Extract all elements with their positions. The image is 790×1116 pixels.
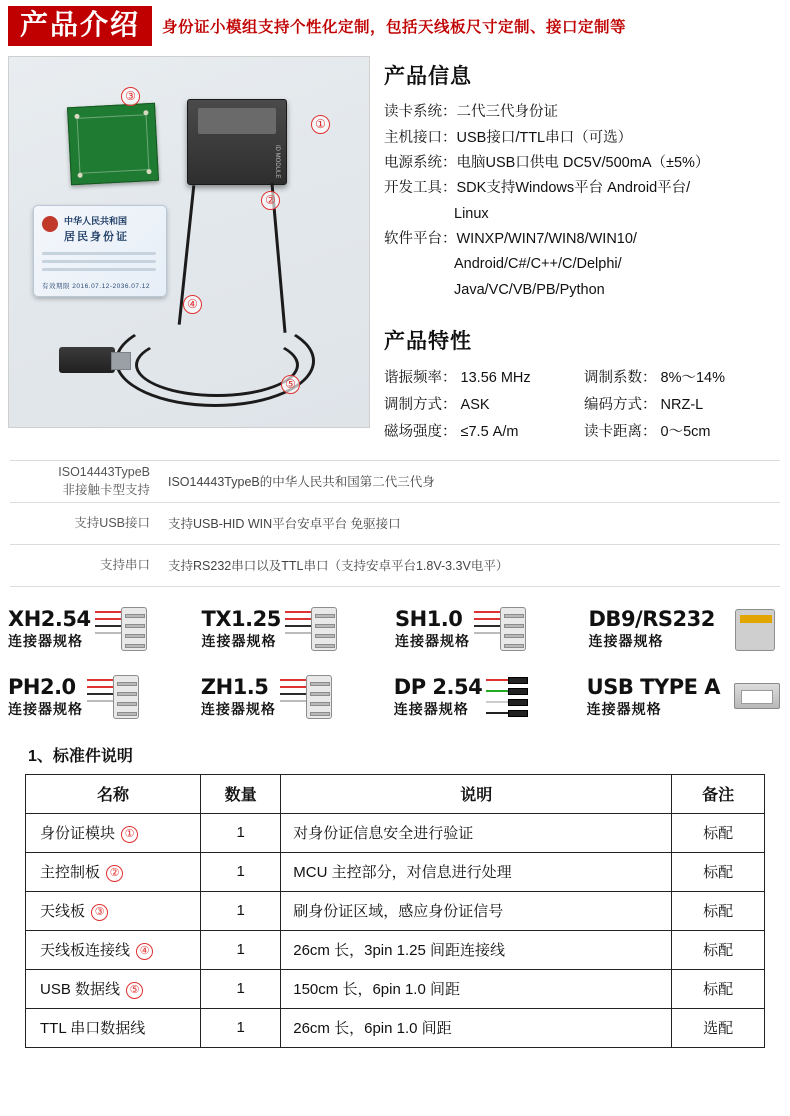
cell-desc: MCU 主控部分，对信息进行处理 xyxy=(281,852,672,891)
connector-sub: 连接器规格 xyxy=(395,633,470,650)
cell-note: 标配 xyxy=(672,891,765,930)
spec-row-dev-tools xyxy=(384,176,782,201)
feature-value: 0～5cm xyxy=(660,423,711,440)
connector-zh15 xyxy=(201,669,394,727)
cell-note: 标配 xyxy=(672,930,765,969)
info-column xyxy=(384,56,782,445)
product-features-title: 产品特性 xyxy=(384,330,472,354)
connector-name: SH1.0 xyxy=(395,607,463,632)
feature-value: ASK xyxy=(460,397,490,413)
spec-value-optional: （可选） xyxy=(574,129,633,146)
cell-name xyxy=(26,930,201,969)
support-desc: 支持USB-HID WIN平台安卓平台 免驱接口 xyxy=(168,517,401,532)
cell-name xyxy=(26,813,201,852)
feature-cell xyxy=(384,419,584,446)
spec-value: 电脑USB口供电 DC5V/500mA（±5%） xyxy=(456,154,710,171)
connector-art-icon xyxy=(95,601,153,659)
spec-row-dev-tools-cont: Linux xyxy=(454,205,489,222)
cell-desc: 150cm 长，6pin 1.0 间距 xyxy=(281,969,672,1008)
idcard-footer: 有效期限 2016.07.12-2036.07.12 xyxy=(42,283,151,291)
cell-qty: 1 xyxy=(200,852,280,891)
connector-sub: 连接器规格 xyxy=(8,633,83,650)
table-row xyxy=(26,813,765,852)
cell-name xyxy=(26,1008,201,1047)
spec-value: WINXP/WIN7/WIN8/WIN10/ xyxy=(456,231,637,248)
standard-parts-table xyxy=(25,774,765,1048)
connector-text xyxy=(202,608,281,651)
cell-desc: 26cm 长，6pin 1.0 间距 xyxy=(281,1008,672,1047)
cell-qty: 1 xyxy=(200,930,280,969)
feature-key: 读卡距离： xyxy=(584,423,657,440)
part-name: USB 数据线 xyxy=(40,981,121,999)
connector-sub: 连接器规格 xyxy=(393,701,469,718)
product-features-table xyxy=(384,365,782,445)
feature-key: 调制系数： xyxy=(584,370,657,387)
connector-gallery xyxy=(8,601,782,727)
connector-text xyxy=(201,676,276,719)
cell-desc: 对身份证信息安全进行验证 xyxy=(281,813,672,852)
connector-ph20 xyxy=(8,669,201,727)
usb-cable-loop-inner xyxy=(135,333,299,397)
page-header xyxy=(0,0,790,56)
connector-name: DP 2.54 xyxy=(393,675,483,700)
spec-value: USB接口/TTL串口 xyxy=(456,129,575,146)
feature-cell xyxy=(584,365,725,392)
product-info-title: 产品信息 xyxy=(384,65,472,89)
connector-row-2 xyxy=(8,669,782,727)
connector-name: TX1.25 xyxy=(201,607,281,632)
connector-sub: 连接器规格 xyxy=(8,701,83,718)
table-row xyxy=(26,1008,765,1047)
feature-row xyxy=(384,419,782,446)
connector-sub: 连接器规格 xyxy=(200,701,276,718)
feature-cell xyxy=(384,365,584,392)
cell-qty: 1 xyxy=(200,813,280,852)
module-label: ID MODULE xyxy=(274,144,280,179)
spec-row-software-cont2: Java/VC/VB/PB/Python xyxy=(454,281,605,298)
idcard-line1: 中华人民共和国 xyxy=(64,216,128,227)
callout-1: ① xyxy=(311,115,330,134)
feature-cell xyxy=(384,392,584,419)
spec-key: 主机接口： xyxy=(384,129,457,146)
callout-2: ② xyxy=(261,191,280,210)
header-subtitle: 身份证小模组支持个性化定制，包括天线板尺寸定制、接口定制等 xyxy=(162,19,627,37)
spec-row-read-system xyxy=(384,100,782,125)
support-row xyxy=(10,503,780,545)
cell-qty: 1 xyxy=(200,1008,280,1047)
support-table xyxy=(10,460,780,587)
callout-3: ③ xyxy=(121,87,140,106)
spec-value: SDK支持Windows平台 Android平台/ xyxy=(456,180,691,197)
cell-note: 标配 xyxy=(672,852,765,891)
connector-art-icon xyxy=(474,601,532,659)
cell-name xyxy=(26,969,201,1008)
connector-db9-rs232 xyxy=(589,601,783,659)
cell-qty: 1 xyxy=(200,891,280,930)
table-row xyxy=(26,852,765,891)
connector-text xyxy=(8,676,83,719)
page-title: 产品介绍 xyxy=(8,6,152,46)
support-row xyxy=(10,545,780,587)
feature-key: 磁场强度： xyxy=(384,423,457,440)
spec-key: 软件平台： xyxy=(384,231,457,248)
part-name: 主控制板 xyxy=(40,864,101,882)
header-qty: 数量 xyxy=(200,774,280,813)
feature-key: 调制方式： xyxy=(384,397,457,413)
feature-value: 13.56 MHz xyxy=(460,370,531,387)
product-photo xyxy=(8,56,370,428)
antenna-board xyxy=(67,103,159,185)
connector-art-icon xyxy=(280,669,338,727)
part-name: TTL 串口数据线 xyxy=(40,1020,146,1038)
connector-name: PH2.0 xyxy=(8,675,76,700)
connector-name: ZH1.5 xyxy=(200,675,269,700)
support-label xyxy=(10,556,162,574)
spec-key: 开发工具： xyxy=(384,180,457,197)
connector-tx125 xyxy=(202,601,396,659)
cell-note: 标配 xyxy=(672,969,765,1008)
part-mark: ⑤ xyxy=(126,982,143,999)
support-label-line2: 非接触卡型支持 xyxy=(62,483,150,498)
feature-cell xyxy=(584,419,711,446)
header-note: 备注 xyxy=(672,774,765,813)
callout-5: ⑤ xyxy=(281,375,300,394)
connector-art-icon xyxy=(486,669,544,727)
connector-dp254 xyxy=(394,669,587,727)
spec-value: 二代三代身份证 xyxy=(456,104,558,121)
usb-plug xyxy=(59,347,115,373)
table-row xyxy=(26,969,765,1008)
connector-sub: 连接器规格 xyxy=(586,701,662,718)
connector-art-icon xyxy=(87,669,145,727)
part-mark: ③ xyxy=(91,904,108,921)
callout-4: ④ xyxy=(183,295,202,314)
part-name: 身份证模块 xyxy=(40,825,116,843)
module-shield xyxy=(198,108,276,134)
cell-note: 选配 xyxy=(672,1008,765,1047)
connector-usb-type-a xyxy=(587,669,782,727)
part-mark: ④ xyxy=(136,943,153,960)
id-card-sample xyxy=(33,205,167,297)
connector-name: DB9/RS232 xyxy=(588,607,715,632)
connector-text xyxy=(395,608,470,651)
connector-name: XH2.54 xyxy=(8,607,91,632)
support-row xyxy=(10,461,780,503)
part-name: 天线板连接线 xyxy=(40,942,131,960)
support-label xyxy=(10,463,162,499)
connector-art-icon xyxy=(285,601,343,659)
spec-key: 电源系统： xyxy=(384,154,457,171)
spec-key: 读卡系统： xyxy=(384,104,457,121)
connector-row-1 xyxy=(8,601,782,659)
standard-parts-title: 1、标准件说明 xyxy=(28,747,133,765)
cell-note: 标配 xyxy=(672,813,765,852)
table-row xyxy=(26,930,765,969)
national-emblem-icon xyxy=(42,216,58,232)
feature-value: 8%～14% xyxy=(660,370,726,387)
connector-name: USB TYPE A xyxy=(586,675,720,700)
connector-art-icon xyxy=(719,601,777,659)
header-name: 名称 xyxy=(26,774,201,813)
spec-row-host-interface xyxy=(384,126,782,151)
support-label xyxy=(10,514,162,532)
feature-row xyxy=(384,365,782,392)
support-desc: 支持RS232串口以及TTL串口（支持安卓平台1.8V-3.3V电平） xyxy=(168,559,509,574)
spec-row-software-cont1: Android/C#/C++/C/Delphi/ xyxy=(454,256,622,273)
idcard-text-lines xyxy=(42,252,156,276)
connector-sub: 连接器规格 xyxy=(201,633,277,650)
support-label-line1: ISO14443TypeB xyxy=(58,465,150,479)
cell-desc: 26cm 长，3pin 1.25 间距连接线 xyxy=(281,930,672,969)
connector-xh254 xyxy=(8,601,202,659)
support-desc: ISO14443TypeB的中华人民共和国第二代三代身 xyxy=(168,475,435,490)
id-card-module xyxy=(187,99,287,185)
spec-row-power xyxy=(384,151,782,176)
feature-cell xyxy=(584,392,703,419)
table-row xyxy=(26,891,765,930)
feature-value: ≤7.5 A/m xyxy=(460,423,519,440)
connector-text xyxy=(394,676,482,719)
support-label-line1: 支持串口 xyxy=(99,558,150,573)
connector-sub: 连接器规格 xyxy=(588,633,664,650)
cell-name xyxy=(26,852,201,891)
feature-row xyxy=(384,392,782,419)
connector-art-icon xyxy=(724,669,782,727)
feature-value: NRZ-L xyxy=(660,397,704,413)
connector-text xyxy=(587,676,720,719)
part-mark: ② xyxy=(106,865,123,882)
connector-sh10 xyxy=(395,601,589,659)
cell-desc: 刷身份证区域，感应身份证信号 xyxy=(281,891,672,930)
cell-qty: 1 xyxy=(200,969,280,1008)
cell-name xyxy=(26,891,201,930)
feature-key: 编码方式： xyxy=(584,397,657,413)
feature-key: 谐振频率： xyxy=(384,370,457,387)
spec-row-software xyxy=(384,227,782,252)
part-mark: ① xyxy=(121,826,138,843)
connector-text xyxy=(589,608,715,651)
part-name: 天线板 xyxy=(40,903,86,921)
support-label-line1: 支持USB接口 xyxy=(74,516,150,531)
connector-text xyxy=(8,608,91,651)
header-desc: 说明 xyxy=(281,774,672,813)
idcard-line2: 居民身份证 xyxy=(64,231,129,244)
top-section xyxy=(0,56,790,445)
table-header-row xyxy=(26,774,765,813)
